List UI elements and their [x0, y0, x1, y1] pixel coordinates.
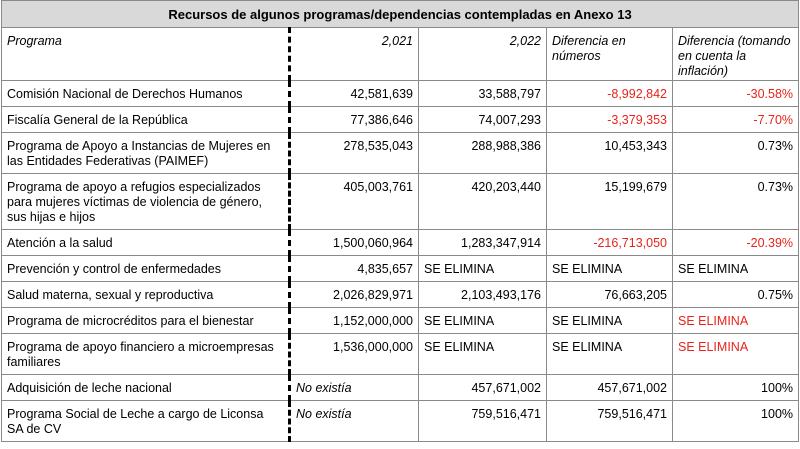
cell-programa: Programa Social de Leche a cargo de Liconsa SA de CV: [2, 401, 290, 442]
cell-diferencia: 76,663,205: [547, 282, 673, 308]
table-row: [2, 256, 799, 282]
cell-2021: 278,535,043: [290, 133, 419, 174]
table-row: [2, 308, 799, 334]
header-2022: 2,022: [419, 28, 547, 81]
header-2021: 2,021: [290, 28, 419, 81]
cell-inflacion: SE ELIMINA: [673, 308, 799, 334]
cell-diferencia: SE ELIMINA: [547, 256, 673, 282]
cell-2022: 457,671,002: [419, 375, 547, 401]
cell-2022: 2,103,493,176: [419, 282, 547, 308]
table-row: [2, 133, 799, 174]
cell-2021: 1,500,060,964: [290, 230, 419, 256]
cell-2022: SE ELIMINA: [419, 256, 547, 282]
cell-2021: No existía: [290, 401, 419, 442]
cell-inflacion: 0.75%: [673, 282, 799, 308]
cell-diferencia: 759,516,471: [547, 401, 673, 442]
cell-2022: SE ELIMINA: [419, 308, 547, 334]
cell-2021: 1,536,000,000: [290, 334, 419, 375]
cell-2021: 77,386,646: [290, 107, 419, 133]
header-diferencia: Diferencia en números: [547, 28, 673, 81]
cell-2021: 405,003,761: [290, 174, 419, 230]
cell-2021: No existía: [290, 375, 419, 401]
cell-programa: Prevención y control de enfermedades: [2, 256, 290, 282]
cell-programa: Programa de apoyo financiero a microempresas familiares: [2, 334, 290, 375]
cell-programa: Atención a la salud: [2, 230, 290, 256]
cell-diferencia: SE ELIMINA: [547, 308, 673, 334]
cell-diferencia: -216,713,050: [547, 230, 673, 256]
cell-programa: Comisión Nacional de Derechos Humanos: [2, 81, 290, 107]
cell-2022: 759,516,471: [419, 401, 547, 442]
table-row: [2, 107, 799, 133]
cell-2022: 420,203,440: [419, 174, 547, 230]
table-row: [2, 174, 799, 230]
cell-diferencia: -3,379,353: [547, 107, 673, 133]
cell-inflacion: SE ELIMINA: [673, 256, 799, 282]
cell-2021: 4,835,657: [290, 256, 419, 282]
cell-inflacion: 0.73%: [673, 174, 799, 230]
table-row: [2, 334, 799, 375]
cell-2022: SE ELIMINA: [419, 334, 547, 375]
table-row: [2, 375, 799, 401]
cell-inflacion: -30.58%: [673, 81, 799, 107]
cell-inflacion: -7.70%: [673, 107, 799, 133]
cell-inflacion: SE ELIMINA: [673, 334, 799, 375]
budget-table: [1, 0, 799, 442]
table-row: [2, 230, 799, 256]
cell-diferencia: -8,992,842: [547, 81, 673, 107]
cell-inflacion: -20.39%: [673, 230, 799, 256]
cell-2021: 1,152,000,000: [290, 308, 419, 334]
cell-2022: 1,283,347,914: [419, 230, 547, 256]
cell-programa: Salud materna, sexual y reproductiva: [2, 282, 290, 308]
cell-2021: 2,026,829,971: [290, 282, 419, 308]
table-row: [2, 282, 799, 308]
cell-programa: Adquisición de leche nacional: [2, 375, 290, 401]
cell-programa: Programa de Apoyo a Instancias de Mujeres en las Entidades Federativas (PAIMEF): [2, 133, 290, 174]
cell-2022: 288,988,386: [419, 133, 547, 174]
table-row: [2, 81, 799, 107]
cell-diferencia: 15,199,679: [547, 174, 673, 230]
cell-2021: 42,581,639: [290, 81, 419, 107]
cell-inflacion: 100%: [673, 401, 799, 442]
cell-diferencia: 457,671,002: [547, 375, 673, 401]
table-title: Recursos de algunos programas/dependencias contempladas en Anexo 13: [2, 1, 799, 28]
cell-diferencia: 10,453,343: [547, 133, 673, 174]
table-row: [2, 401, 799, 442]
header-inflacion: Diferencia (tomando en cuenta la inflación): [673, 28, 799, 81]
cell-2022: 33,588,797: [419, 81, 547, 107]
cell-programa: Programa de microcréditos para el bienestar: [2, 308, 290, 334]
cell-inflacion: 0.73%: [673, 133, 799, 174]
cell-2022: 74,007,293: [419, 107, 547, 133]
header-programa: Programa: [2, 28, 290, 81]
cell-diferencia: SE ELIMINA: [547, 334, 673, 375]
header-row: [2, 28, 799, 81]
cell-inflacion: 100%: [673, 375, 799, 401]
cell-programa: Fiscalía General de la República: [2, 107, 290, 133]
cell-programa: Programa de apoyo a refugios especializados para mujeres víctimas de violencia de género, sus hijas e hijos: [2, 174, 290, 230]
